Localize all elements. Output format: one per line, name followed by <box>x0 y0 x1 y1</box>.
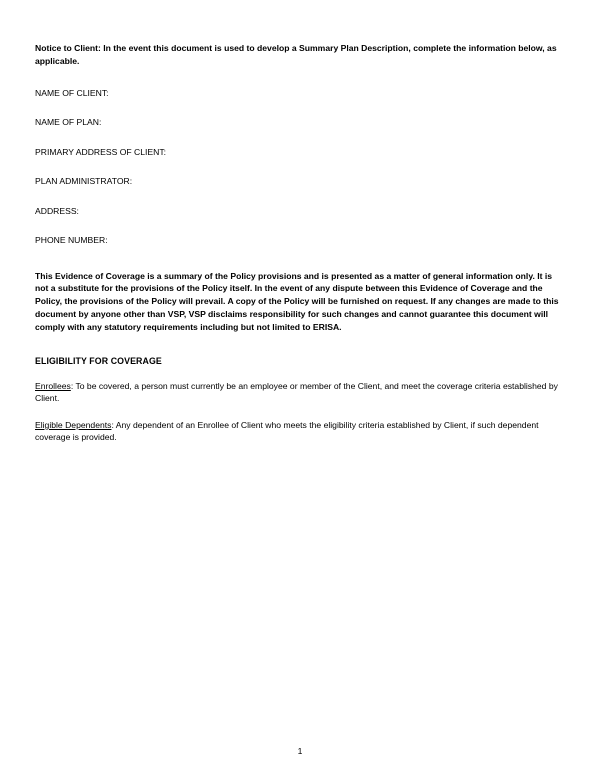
section-heading-eligibility: ELIGIBILITY FOR COVERAGE <box>35 355 162 366</box>
evidence-of-coverage-disclaimer: This Evidence of Coverage is a summary of the Policy provisions and is presented as a matter of general information only. It is not a substitute for the provisions of the Policy itself. In the event of any dispute between this Evidence of Coverage and the Policy, the provisions of the Policy will prevail. A copy of the Policy will be furnished on request. If any changes are made to this document by anyone other than VSP, VSP disclaims responsibility for such changes and cannot guarantee this document will comply with any statutory requirements including but not limited to ERISA. <box>35 270 559 333</box>
field-phone-number: PHONE NUMBER: <box>35 235 108 246</box>
definition-term-enrollees: Enrollees <box>35 380 71 391</box>
definition-text-enrollees: : To be covered, a person must currently be an employee or member of the Client, and meet the coverage criteria established by Client. <box>35 380 558 404</box>
definition-text-eligible-dependents: : Any dependent of an Enrollee of Client who meets the eligibility criteria established by Client, if such dependent coverage is provided. <box>35 419 539 443</box>
page-number: 1 <box>297 746 303 756</box>
field-address: ADDRESS: <box>35 205 79 216</box>
field-name-of-plan: NAME OF PLAN: <box>35 117 102 128</box>
field-name-of-client: NAME OF CLIENT: <box>35 87 109 98</box>
field-plan-administrator: PLAN ADMINISTRATOR: <box>35 176 133 187</box>
definition-term-eligible-dependents: Eligible Dependents <box>35 419 112 430</box>
definition-eligible-dependents <box>35 419 565 444</box>
notice-to-client: Notice to Client: In the event this document is used to develop a Summary Plan Description, complete the information below, as applicable. <box>35 43 557 66</box>
definition-enrollees <box>35 380 565 405</box>
field-primary-address-of-client: PRIMARY ADDRESS OF CLIENT: <box>35 146 167 157</box>
